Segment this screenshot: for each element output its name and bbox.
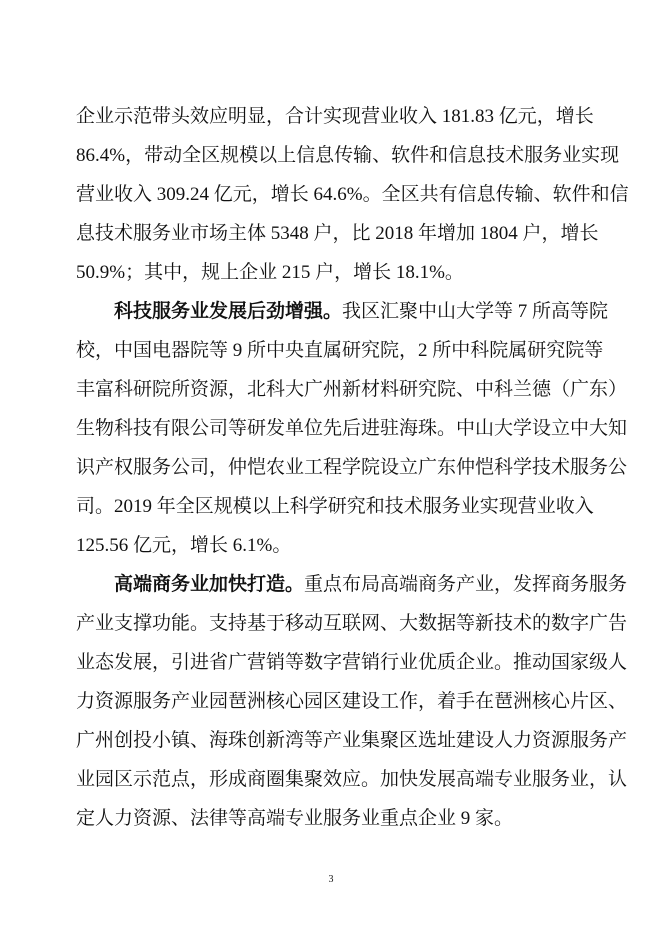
text-line: 识产权服务公司，仲恺农业工程学院设立广东仲恺科学技术服务公 (76, 457, 628, 478)
text-line: 50.9%；其中，规上企业 215 户，增长 18.1%。 (76, 262, 464, 283)
text-line: 广州创投小镇、海珠创新湾等产业集聚区选址建设人力资源服务产 (76, 730, 628, 751)
text-line: 125.56 亿元，增长 6.1%。 (76, 535, 292, 556)
text-line: 息技术服务业市场主体 5348 户，比 2018 年增加 1804 户，增长 (76, 223, 599, 244)
paragraph-tech-services (76, 292, 628, 565)
text-line: 营业收入 309.24 亿元，增长 64.6%。全区共有信息传输、软件和信 (76, 184, 629, 205)
text-line: 司。2019 年全区规模以上科学研究和技术服务业实现营业收入 (76, 496, 594, 517)
paragraph-heading: 高端商务业加快打造。 (114, 574, 305, 595)
text-line: 校，中国电器院等 9 所中央直属研究院，2 所中科院属研究院等 (76, 340, 604, 361)
paragraph-heading: 科技服务业发展后劲增强。 (114, 301, 343, 322)
text-line: 业园区示范点，形成商圈集聚效应。加快发展高端专业服务业，认 (76, 769, 628, 790)
text-line: 产业支撑功能。支持基于移动互联网、大数据等新技术的数字广告 (76, 613, 628, 634)
text-line (76, 292, 609, 331)
text-span: 我区汇聚中山大学等 7 所高等院 (342, 301, 609, 322)
text-line: 丰富科研院所资源，北科大广州新材料研究院、中科兰德（广东） (76, 379, 628, 400)
paragraph-info-tech (76, 97, 629, 292)
text-line: 企业示范带头效应明显，合计实现营业收入 181.83 亿元，增长 (76, 106, 594, 127)
text-line: 定人力资源、法律等高端专业服务业重点企业 9 家。 (76, 808, 514, 829)
text-span: 重点布局高端商务产业，发挥商务服务 (304, 574, 628, 595)
page-number: 3 (328, 874, 334, 885)
text-line (76, 565, 628, 604)
text-line: 生物科技有限公司等研发单位先后进驻海珠。中山大学设立中大知 (76, 418, 628, 439)
document-body (76, 97, 629, 838)
text-line: 业态发展，引进省广营销等数字营销行业优质企业。推动国家级人 (76, 652, 628, 673)
paragraph-business-services (76, 565, 628, 838)
text-line: 力资源服务产业园琶洲核心园区建设工作，着手在琶洲核心片区、 (76, 691, 628, 712)
text-line: 86.4%，带动全区规模以上信息传输、软件和信息技术服务业实现 (76, 145, 620, 166)
